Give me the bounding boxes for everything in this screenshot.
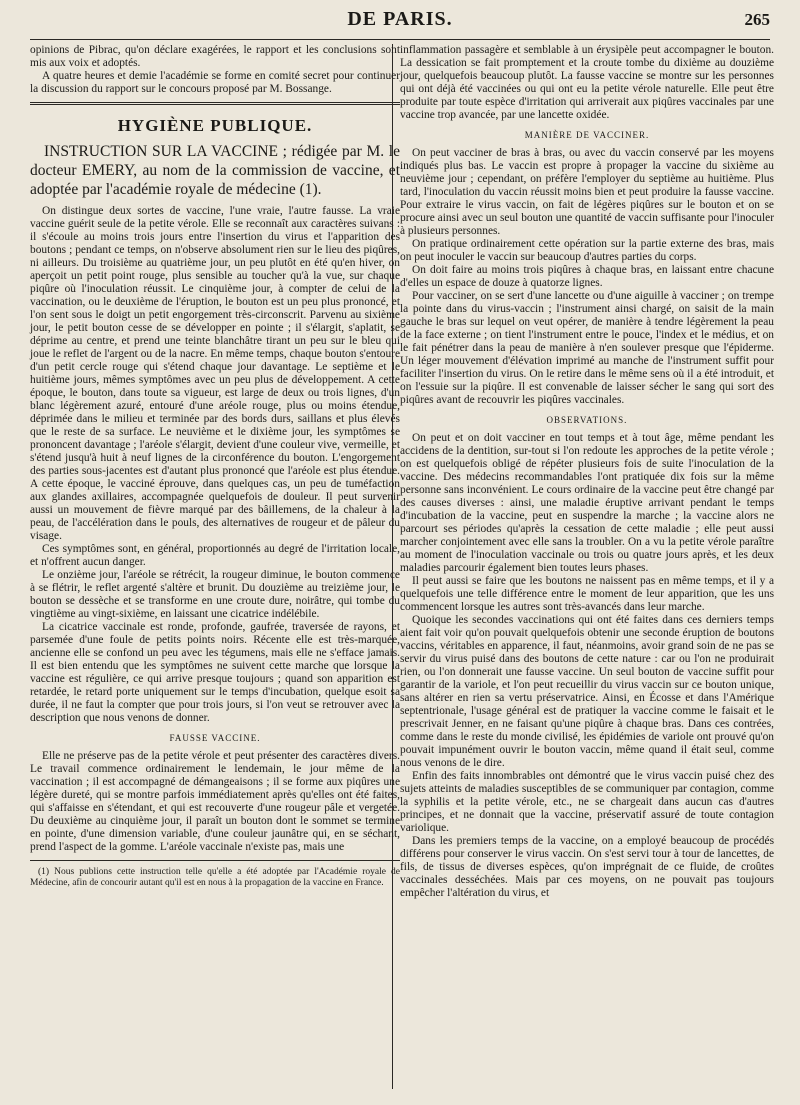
- subheading-fausse-vaccine: FAUSSE VACCINE.: [169, 733, 261, 743]
- body-paragraph: Elle ne préserve pas de la petite vérole et peut présenter des caractères divers. Le travail commence ordinairement le lendemain, le jour même de la vaccination ; il est accompagné de démangeaisons ; il se forme aux piqûres une légère dureté, qui se montre parfois immédiatement après qu'elles ont été faites, qui s'affaisse en s'étendant, et qui est recouverte d'une rougeur pâle et vergetée. Du deuxième au cinquième jour, il paraît un bouton dont le sommet se termine en pointe, d'une dimension variable, d'une couleur jaunâtre qui, en se séchant, prend l'aspect de la gomme. L'aréole vaccinale n'existe pas, mais une: [30, 750, 400, 853]
- running-title: DE PARIS.: [347, 8, 453, 30]
- body-paragraph: Il peut aussi se faire que les boutons ne naissent pas en même temps, et il y a quelquefois une telle différence entre le moment de leur apparition, que les uns commencent lorsque les autres sont très-avancés dans leur marche.: [400, 575, 774, 613]
- body-paragraph: On peut et on doit vacciner en tout temps et à tout âge, même pendant les accidens de la dentition, sur-tout si l'on redoute les approches de la petite vérole ; on est quelquefois obligé de répéter plusieurs fois de suite l'inoculation de la vaccine. Des médecins recommandables l'ont pratiquée dix fois sur la même personne sans inconvénient. Le cours ordinaire de la vaccine peut être changé par des causes diverses : ainsi, une maladie éruptive arrivant pendant le temps d'incubation de la vaccine, peut en suspendre la marche ; la vaccine alors ne parcourt ses périodes qu'après la cessation de cette maladie ; elle peut aussi marcher conjointement avec elle sans la troubler. On a vu la petite vérole paraître au moment de l'inoculation vaccinale ou trois ou quatre jours après, et les deux maladies parcourir également bien toutes leurs phases.: [400, 432, 774, 574]
- instruction-title: INSTRUCTION SUR LA VACCINE ; rédigée par M. le docteur EMERY, au nom de la commission de vaccine, et adoptée par l'académie royale de médecine (1).: [30, 143, 400, 198]
- footnote: [30, 867, 400, 889]
- body-paragraph: On distingue deux sortes de vaccine, l'une vraie, l'autre fausse. La vraie vaccine guérit seule de la petite vérole. Elle se reconnaît aux caractères suivans : il s'écoule au moins trois jours entre l'insertion du virus et l'apparition des boutons ; pendant ce temps, on n'observe absolument rien sur le lieu des piqûres, ni ailleurs. Du troisième au quatrième jour, un peu plutôt en été qu'en hiver, on aperçoit un petit point rouge, plus sensible au toucher qu'à la vue, sur chaque piqûre où l'inoculation réussit. Le cinquième jour, à compter de celui de la vaccination, ou le deuxième de l'éruption, le bouton est un peu plus prononcé, et l'on sent sous le doigt un petit engorgement très-circonscrit. Parvenu au sixième jour, le petit bouton cesse de se développer en pointe ; il s'élargit, s'aplatit, se déprime au centre, et prend une teinte blanchâtre tirant un peu sur le bleu qui joue le reflet de l'argent ou de la nacre. En même temps, chaque bouton s'entoure d'un petit cercle rouge qui s'étend chaque jour davantage. Le septième et le huitième jours, mêmes symptômes avec un peu plus de développement. A cette époque, le bouton, dans toute sa vigueur, est large de deux ou trois lignes, d'un blanc légèrement azuré, entouré d'une aréole rouge, plus ou moins étendue, déprimée dans le milieu et terminée par des bords durs, saillans et plus élevés que le reste de sa surface. Le neuvième et le dixième jour, les symptômes se prononcent davantage ; l'aréole s'élargit, devient d'une couleur vive, vermeille, et s'étend jusqu'à huit à neuf lignes de la circonférence du bouton. L'engorgement des parties sous-jacentes est d'autant plus prononcé que l'aréole est plus étendue. A cette époque, le vacciné éprouve, dans quelques cas, un peu de tuméfaction aux glandes axillaires, accompagnée quelquefois de douleur. Il peut survenir aussi un mouvement de fièvre marqué par des bâillemens, de la chaleur à la peau, de l'accélération dans le pouls, des alternatives de rougeur et de pâleur du visage.: [30, 205, 400, 542]
- section-title: HYGIÈNE PUBLIQUE.: [117, 116, 313, 135]
- body-paragraph: La cicatrice vaccinale est ronde, profonde, gaufrée, traversée de rayons, et parsemée d'une foule de petits points noirs. Récente elle est très-marquée, ancienne elle se confond un peu avec les tégumens, mais elle ne s'efface jamais. Il est bien entendu que les symptômes ne suivent cette marche que lorsque la vaccine est régulière, ce qui arrive presque toujours ; quand son apparition est retardée, le retard porte uniquement sur le temps d'incubation, quelque esoit sa durée, il ne faut la compter que pour trois jours, si l'on veut se retrouver avec la description que nous venons de donner.: [30, 621, 400, 724]
- body-paragraph: Le onzième jour, l'aréole se rétrécit, la rougeur diminue, le bouton commence à se flétrir, le reflet argenté s'altère et brunit. Du douzième au treizième jour, le bouton se dessèche et se transforme en une croute dure, noirâtre, qui tombe du vingtième au vingt-sixième, en laissant une cicatrice indélébile.: [30, 569, 400, 620]
- footnote-rule: [30, 860, 400, 861]
- body-paragraph: inflammation passagère et semblable à un érysipèle peut accompagner le bouton. La dessication se fait promptement et la croute tombe du dixième au douzième jour, quelquefois beaucoup plutôt. La fausse vaccine se montre sur les personnes qui ont déjà été vaccinées ou qui ont eu la petite vérole naturelle. Elle peut être produite par toute espèce d'irritation qui arriverait aux piqûres vaccinales par une vaccine trop avancée, par une lancette oxidée.: [400, 44, 774, 121]
- page-header: [30, 6, 770, 40]
- body-paragraph: Quoique les secondes vaccinations qui ont été faites dans ces derniers temps aient fait voir qu'on pouvait quelquefois obtenir une seconde éruption de boutons vaccins, véritables en apparence, il faut, néanmoins, avoir grand soin de ne pas se servir du virus puisé dans des boutons de cette nature : car ou l'on ne produirait rien, ou l'on donnerait une fausse vaccine. Un seul bouton de vaccine suffit pour garantir de la variole, et l'on peut recueillir du virus vaccin sur ce bouton unique, sans altérer en rien sa vertu préservatrice. Ainsi, en Écosse et dans l'Amérique septentrionale, l'usage général est de pratiquer la vaccine comme le faisait et le prescrivait Jenner, en ne faisant qu'une piqûre à chaque bras. Dans ces contrées, comme dans le reste du monde civilisé, les épidémies de variole ont prouvé qu'on pouvait impunément ouvrir le bouton vaccin, même quand il était seul, comme nous venons de le dire.: [400, 614, 774, 769]
- body-paragraph: On peut vacciner de bras à bras, ou avec du vaccin conservé par les moyens indiqués plus bas. Le vaccin est propre à propager la vaccine du sixième au neuvième jour ; cependant, on préfère l'employer du septième au huitième. Plus tard, l'inoculation du vaccin réussit moins bien et peut produire la fausse vaccine. Pour extraire le virus vaccin, on fait de légères piqûres sur le bouton et on se procure ainsi avec un seul bouton une quantité de vaccin suffisante pour l'inoculer à plusieurs personnes.: [400, 147, 774, 237]
- subheading-observations: OBSERVATIONS.: [546, 415, 628, 425]
- page-number: 265: [744, 10, 770, 29]
- intro-paragraph: A quatre heures et demie l'académie se forme en comité secret pour continuer la discussion du rapport sur le concours proposé par M. Bossange.: [30, 70, 400, 95]
- left-column: [30, 44, 400, 889]
- body-paragraph: Enfin des faits innombrables ont démontré que le virus vaccin puisé chez des sujets atteints de maladies susceptibles de se communiquer par contagion, comme la syphilis et la petite vérole, etc., ne se chargeait dans aucun cas d'autres principes, et ne donnait que la vaccine, préservatif assuré de toute contagion variolique.: [400, 770, 774, 834]
- body-paragraph: Pour vacciner, on se sert d'une lancette ou d'une aiguille à vacciner ; on trempe la pointe dans du virus-vaccin ; l'instrument ainsi chargé, on saisit de la main gauche le bras sur lequel on veut opérer, de manière à tendre légèrement la peau de la face externe ; on tient l'instrument entre le pouce, l'index et le médius, et on le fait pénétrer dans la peau de manière à n'en soulever presque que l'épiderme. Un léger mouvement d'élévation imprimé au manche de l'instrument suffit pour faciliter l'insertion du virus. On le retire dans le même sens où il a été introduit, et on l'essuie sur la piqûre. Il est convenable de laisser sécher le sang qui sort des piqûres avant de recouvrir les piqûres vaccinales.: [400, 290, 774, 406]
- subheading-maniere-de-vacciner: MANIÈRE DE VACCINER.: [524, 130, 650, 140]
- section-rule: [30, 102, 400, 105]
- header-rule: [30, 39, 770, 40]
- footnote-text: (1) Nous publions cette instruction telle qu'elle a été adoptée par l'Académie royale de Médecine, afin de concourir autant qu'il est en nous à la propagation de la vaccine en France.: [30, 867, 400, 888]
- body-paragraph: On doit faire au moins trois piqûres à chaque bras, en laissant entre chacune d'elles un espace de douze à quatorze lignes.: [400, 264, 774, 289]
- body-paragraph: Dans les premiers temps de la vaccine, on a employé beaucoup de procédés différens pour conserver le virus vaccin. On s'est servi tour à tour de lancettes, de fils, de tissus de diverses espèces, qu'on imprégnait de ce fluide, de croûtes vaccinales desséchées. Mais par ces moyens, on ne pouvait pas toujours empêcher l'altération du virus, et: [400, 835, 774, 899]
- body-paragraph: Ces symptômes sont, en général, proportionnés au degré de l'irritation locale, et n'offrent aucun danger.: [30, 543, 400, 568]
- right-column: [400, 44, 774, 900]
- intro-paragraph: opinions de Pibrac, qu'on déclare exagérées, le rapport et les conclusions sont mis aux voix et adoptés.: [30, 44, 400, 69]
- body-paragraph: On pratique ordinairement cette opération sur la partie externe des bras, mais on peut inoculer le vaccin sur beaucoup d'autres parties du corps.: [400, 238, 774, 263]
